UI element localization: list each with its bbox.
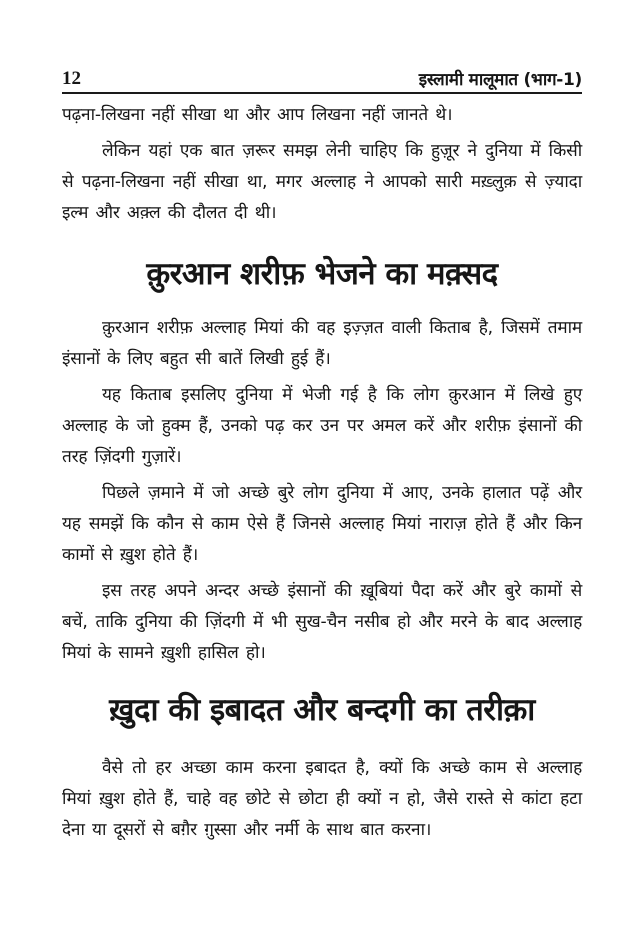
paragraph: यह किताब इसलिए दुनिया में भेजी गई है कि लोग क़ुरआन में लिखे हुए अल्लाह के जो हुक्म हैं, उनको पढ़ कर उन पर अमल करें और शरीफ़ इंसानों की तरह ज़िंदगी गुज़ारें। (62, 385, 582, 467)
paragraph: लेकिन यहां एक बात ज़रूर समझ लेनी चाहिए कि हुज़ूर ने दुनिया में किसी से पढ़ना-लिखना नहीं सीखा था, मगर अल्लाह ने आपको सारी मख़्लुक़ से ज़्यादा इल्म और अक़्ल की दौलत दी थी। (62, 141, 582, 223)
page-number: 12 (62, 68, 81, 89)
book-title: इस्लामी मालूमात (भाग-1) (418, 70, 582, 90)
section-heading-quran-purpose: क़ुरआन शरीफ़ भेजने का मक़्सद (146, 256, 498, 292)
running-header (62, 58, 582, 94)
paragraph: वैसे तो हर अच्छा काम करना इबादत है, क्यों कि अच्छे काम से अल्लाह मियां ख़ुश होते हैं, चाहे वह छोटे से छोटा ही क्यों न हो, जैसे रास्ते से कांटा हटा देना या दूसरों से बग़ैर ग़ुस्सा और नर्मी के साथ बात करना। (62, 758, 582, 840)
paragraph-continued: पढ़ना-लिखना नहीं सीखा था और आप लिखना नहीं जानते थे। (62, 105, 453, 125)
section-heading-worship-method: ख़ुदा की इबादत और बन्दगी का तरीक़ा (109, 692, 535, 728)
book-page (62, 58, 582, 846)
paragraph: पिछले ज़माने में जो अच्छे बुरे लोग दुनिया में आए, उनके हालात पढ़ें और यह समझें कि कौन से काम ऐसे हैं जिनसे अल्लाह मियां नाराज़ होते हैं और किन कामों से ख़ुश होते हैं। (62, 483, 582, 565)
paragraph: क़ुरआन शरीफ़ अल्लाह मियां की वह इज़्ज़त वाली किताब है, जिसमें तमाम इंसानों के लिए बहुत सी बातें लिखी हुई हैं। (62, 318, 582, 369)
paragraph: इस तरह अपने अन्दर अच्छे इंसानों की ख़ूबियां पैदा करें और बुरे कामों से बचें, ताकि दुनिया की ज़िंदगी में भी सुख-चैन नसीब हो और मरने के बाद अल्लाह मियां के सामने ख़ुशी हासिल हो। (62, 581, 582, 663)
